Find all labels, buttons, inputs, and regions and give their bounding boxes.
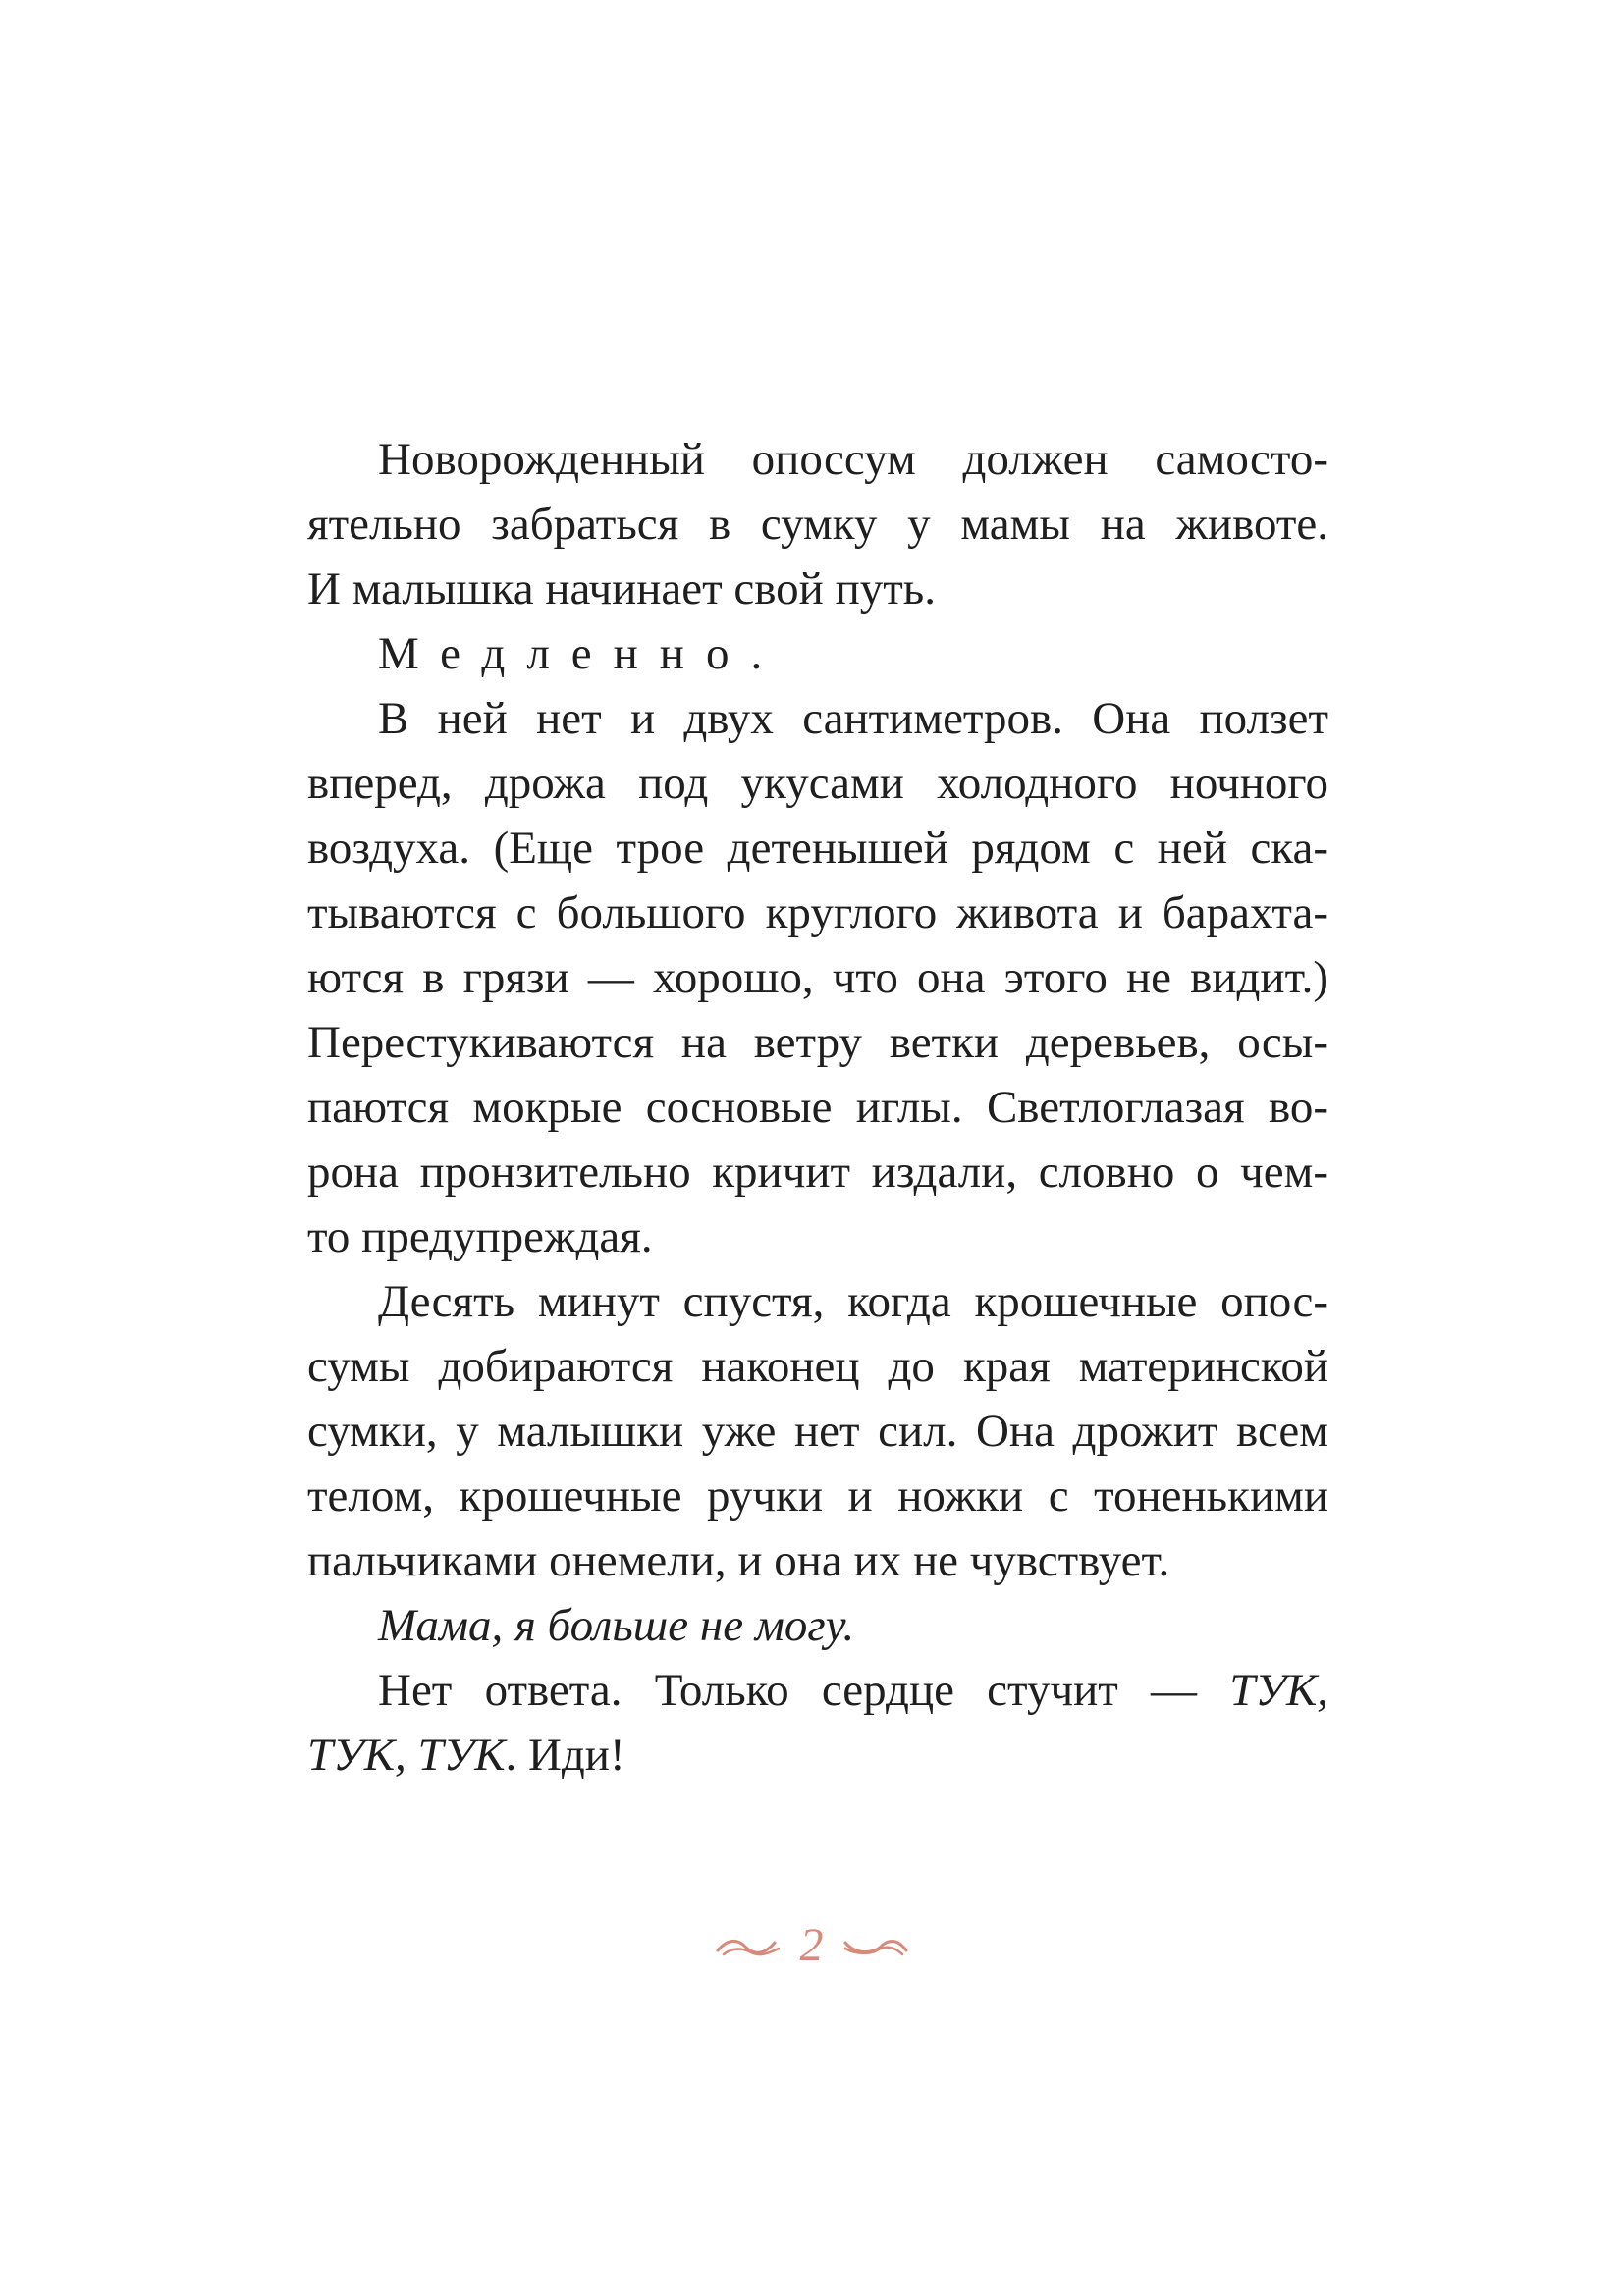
text-segment: . Иди! [505,1730,625,1781]
text-line: тываются с большого круглого живота и барахта- [307,887,1328,938]
heartbeat-text: ТУК, ТУК [307,1730,506,1781]
text-line: И малышка начинает свой путь. [307,563,936,614]
text-line: сумы добираются наконец до края материнской [307,1341,1328,1392]
text-line: паются мокрые сосновые иглы. Светлоглазая во- [307,1082,1328,1133]
text-line: Перестукиваются на ветру ветки деревьев, осы- [307,1017,1328,1068]
text-line: то предупреждая. [307,1211,653,1262]
text-line [307,1723,1328,1788]
text-line: пальчиками онемели, и она их не чувствует. [307,1535,1170,1586]
text-line: ятельно забраться в сумку у мамы на животе. [307,499,1328,550]
text-line: ются в грязи — хорошо, что она этого не видит.) [307,952,1328,1003]
text-line: сумки, у малышки уже нет сил. Она дрожит всем [307,1406,1328,1457]
text-segment: Нет ответа. Только сердце стучит — [378,1665,1230,1716]
text-line: В ней нет и двух сантиметров. Она ползет [378,693,1328,744]
text-line: воздуха. (Еще трое детенышей рядом с ней ска- [307,823,1328,874]
page-number: 2 [799,1918,824,1971]
text-line: Новорожденный опоссум должен самосто- [378,434,1328,485]
text-line-spaced: Медленно. [378,628,784,679]
text-line: рона пронзительно кричит издали, словно о чем- [307,1147,1328,1198]
page-folio [0,1912,1623,1975]
right-swash-ornament [841,1931,910,1960]
text-line: Десять минут спустя, когда крошечные опос- [378,1276,1328,1327]
italic-thought-line: Мама, я больше не могу. [378,1600,855,1651]
left-swash-ornament [714,1931,783,1960]
text-line: вперед, дрожа под укусами холодного ночного [307,758,1328,809]
body-text [307,427,1328,1788]
text-line [307,1658,1328,1723]
text-line: телом, крошечные ручки и ножки с тоненькими [307,1470,1328,1522]
heartbeat-text: ТУК, [1229,1665,1328,1716]
